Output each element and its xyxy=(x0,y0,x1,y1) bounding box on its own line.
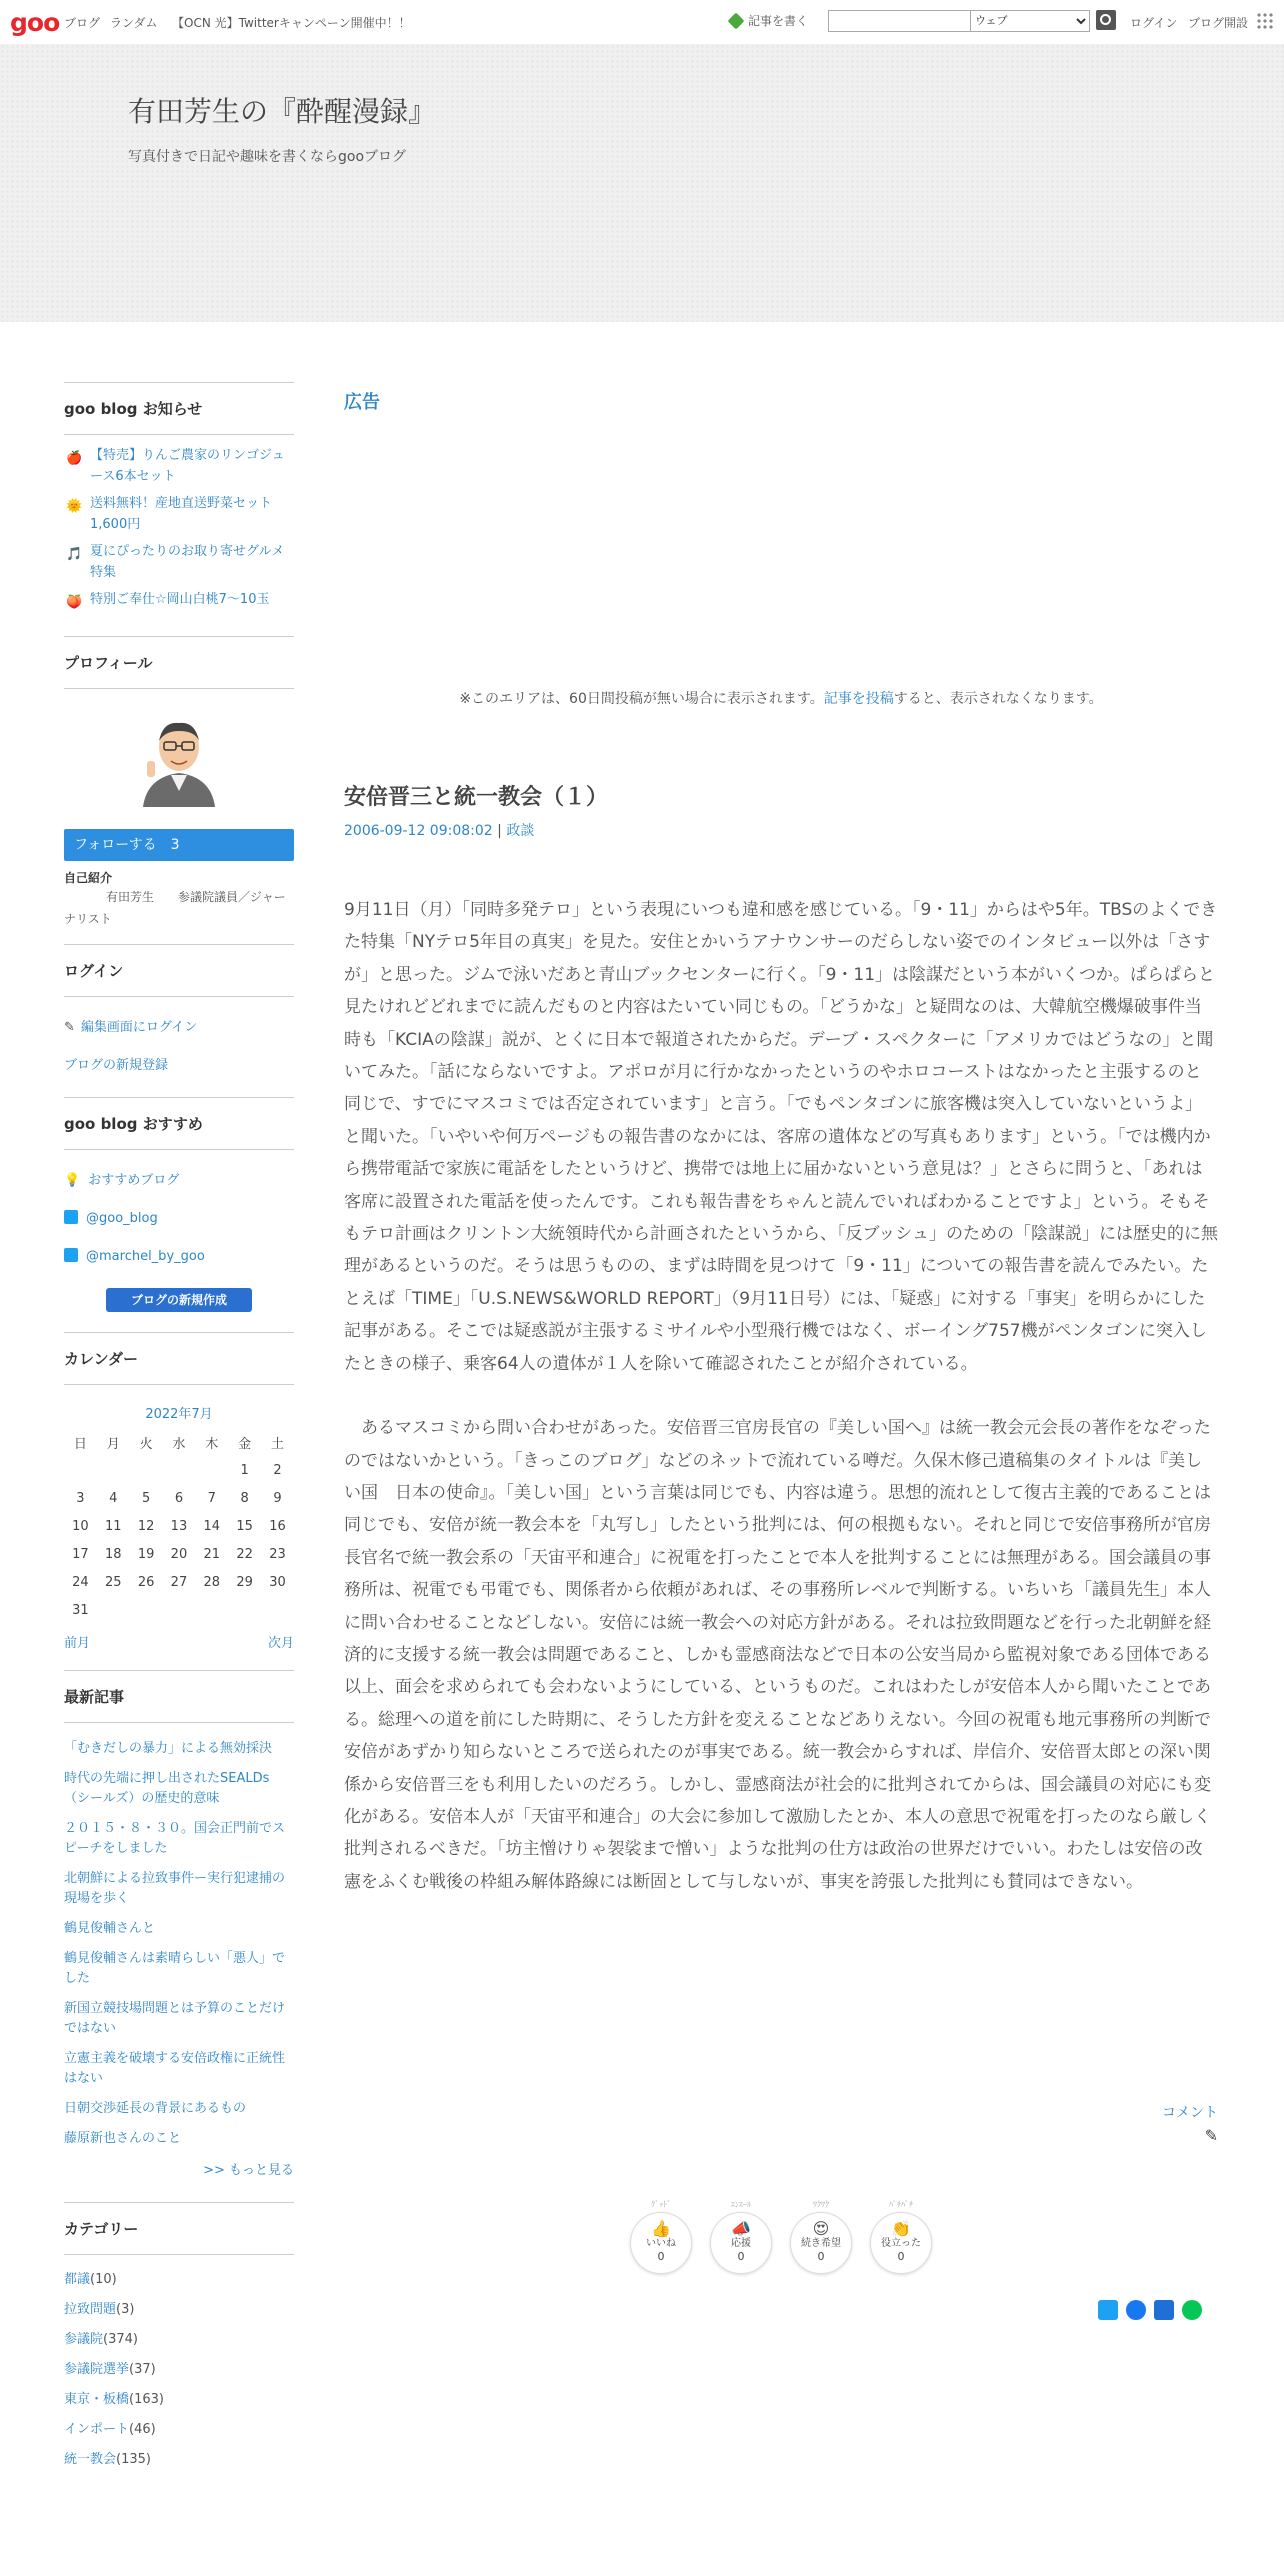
calendar-day: 24 xyxy=(72,1574,89,1590)
recent-heading: 最新記事 xyxy=(64,1670,294,1723)
calendar-day: 28 xyxy=(203,1574,221,1590)
calendar-weekdays xyxy=(64,1428,294,1456)
notice-text: 送料無料！産地直送野菜セット1,600円 xyxy=(90,496,273,532)
category-count: (46) xyxy=(129,2422,156,2437)
reaction-label: 役立った xyxy=(881,2238,921,2249)
category-count: (3) xyxy=(116,2302,135,2317)
weekday: 日 xyxy=(73,1436,87,1452)
calendar-day: 30 xyxy=(269,1574,286,1590)
reaction-count: 0 xyxy=(737,2250,745,2263)
reaction-count: 0 xyxy=(897,2250,905,2263)
notice-text: 特別ご奉仕☆岡山白桃7〜10玉 xyxy=(90,592,270,607)
calendar-week xyxy=(64,1568,294,1596)
notice-item[interactable] xyxy=(64,541,294,583)
reaction-like-button[interactable] xyxy=(630,2200,692,2274)
calendar-day: 3 xyxy=(76,1490,85,1506)
reaction-label: いいね xyxy=(646,2238,676,2249)
calendar-day: 20 xyxy=(170,1546,188,1562)
top-link-campaign[interactable]: 【OCN 光】Twitterキャンペーン開催中！！ xyxy=(172,16,411,30)
calendar-day: 1 xyxy=(240,1462,249,1478)
category-name[interactable]: 都議 xyxy=(64,2272,91,2287)
category-item[interactable] xyxy=(64,2325,294,2355)
open-blog-link[interactable]: ブログ開設 xyxy=(1188,16,1249,30)
calendar-week xyxy=(64,1484,294,1512)
post-body xyxy=(344,894,1218,1930)
reaction-kana: ｸﾞｯﾄﾞ xyxy=(651,2200,671,2209)
profile-heading: プロフィール xyxy=(64,636,294,689)
create-blog-button[interactable]: ブログの新規作成 xyxy=(106,1288,252,1312)
recent-article-link[interactable]: 新国立競技場問題とは予算のことだけではない xyxy=(64,2001,286,2036)
category-name[interactable]: 拉致問題 xyxy=(64,2302,117,2317)
notice-item[interactable] xyxy=(64,589,294,610)
calendar-day: 14 xyxy=(203,1518,221,1534)
category-heading: カテゴリー xyxy=(64,2202,294,2255)
recent-article-link[interactable]: 時代の先端に押し出されたSEALDs（シールズ）の歴史的意味 xyxy=(64,1771,270,1806)
recent-article-link[interactable]: ２０１５・８・３０。国会正門前でスピーチをしました xyxy=(64,1821,286,1856)
category-item[interactable] xyxy=(64,2385,294,2415)
weekday: 金 xyxy=(238,1436,252,1452)
apple-juice-icon: 🍎 xyxy=(66,451,83,466)
recommend-links xyxy=(64,1150,294,1332)
bulb-icon: 💡 xyxy=(64,1173,81,1188)
reaction-want-more-button[interactable] xyxy=(790,2200,852,2274)
category-count: (374) xyxy=(103,2332,138,2347)
calendar-day xyxy=(261,1596,294,1624)
login-heading: ログイン xyxy=(64,944,294,997)
reaction-count: 0 xyxy=(817,2250,825,2263)
recent-article-link[interactable]: 藤原新也さんのこと xyxy=(64,2131,182,2146)
blog-subtitle: 写真付きで日記や趣味を書くならgooブログ xyxy=(128,149,407,165)
notice-text: 【特売】りんご農家のリンゴジュース6本セット xyxy=(90,448,285,484)
recent-article-link[interactable]: 立憲主義を破壊する安倍政権に正統性はない xyxy=(64,2051,286,2086)
calendar-day: 29 xyxy=(236,1574,253,1590)
recent-list xyxy=(64,1723,294,2149)
calendar-nav xyxy=(64,1632,294,1658)
calendar-day: 2 xyxy=(273,1462,282,1478)
calendar-day: 8 xyxy=(240,1490,249,1506)
category-count: (10) xyxy=(90,2272,117,2287)
reaction-label: 応援 xyxy=(731,2238,751,2249)
calendar-week xyxy=(64,1456,294,1484)
weekday: 水 xyxy=(172,1436,186,1452)
twitter-share-icon[interactable] xyxy=(1098,2300,1118,2320)
calendar-week xyxy=(64,1512,294,1540)
reaction-count: 0 xyxy=(657,2250,665,2263)
calendar-day: 22 xyxy=(236,1546,253,1562)
calendar-day xyxy=(130,1596,163,1624)
calendar-day: 5 xyxy=(141,1490,151,1506)
ad-note-post: すると、表示されなくなります。 xyxy=(893,691,1103,707)
ad-heading: 広告 xyxy=(344,392,380,413)
category-name[interactable]: 参議院選挙 xyxy=(64,2362,130,2377)
category-name[interactable]: インポート xyxy=(64,2422,130,2437)
calendar-day xyxy=(163,1596,196,1624)
calendar-day xyxy=(64,1456,97,1484)
twitter-goo-blog-link[interactable] xyxy=(64,1200,294,1238)
blog-title[interactable]: 有田芳生の『酔醒漫録』 xyxy=(128,95,437,128)
category-item[interactable] xyxy=(64,2295,294,2325)
reaction-kana: ﾜｸﾜｸ xyxy=(813,2200,829,2209)
reaction-kana: ｴﾝｴｰﾙ xyxy=(731,2200,751,2209)
calendar-day: 21 xyxy=(203,1546,221,1562)
category-item[interactable] xyxy=(64,2445,294,2475)
twitter-icon xyxy=(64,1210,78,1224)
calendar-day: 7 xyxy=(207,1490,216,1506)
post-paragraph: あるマスコミから問い合わせがあった。安倍晋三官房長官の『美しい国へ』は統一教会元会長の著作をなぞったのではないかという。「きっこのブログ」などのネットで流れている噂だ。久保木修己遺稿集のタイトルは『美しい国 日本の使命』。「美しい国」という言葉は同じでも、内容は違う。思想的流れとして復古主義的であることは同じでも、安倍が統一教会本を「丸写し」したという批判には、何の根拠もない。それと同じで安倍事務所が官房長官名で統一教会系の「天宙平和連合」に祝電を打ったことで本人を批判することには無理がある。国会議員の事務所は、祝電でも弔電でも、関係者から依頼があれば、その事務所レベルで判断する。いちいち「議員先生」本人に問い合わせることなどしない。安倍には統一教会への対応方針がある。それは拉致問題などを行った北朝鮮を経済的に支援する統一教会は問題であること、しかも霊感商法などで日本の公安当局から監視対象である団体である以上、面会を求められても会わないようにしている、というものだ。これはわたしが安倍本人から聞いたことである。総理への道を前にした時期に、そうした方針を変えることなどありえない。今回の祝電も地元事務所の判断で安倍があずかり知らないところで送られたのが事実である。統一教会からすれば、岸信介、安倍晋太郎との深い関係から安倍晋三をも利用したいのだろう。しかし、霊感商法が社会的に批判されてからは、国会議員の対応にも変化がある。安倍本人が「天宙平和連合」の大会に参加して激励したとか、本人の意思で祝電を打ったのなら厳しく批判されるべきだ。「坊主憎けりゃ袈裟まで憎い」ような批判の仕方は政治の世界だけでいい。わたしは安倍の改憲をふくむ戦後の枠組み解体路線には断固として与しないが、事実を誇張した批判にも賛同はできない。 xyxy=(344,1418,1211,1892)
top-link-random[interactable]: ランダム xyxy=(110,16,158,30)
calendar-week xyxy=(64,1540,294,1568)
main-content xyxy=(344,382,1218,2263)
follow-button[interactable]: フォローする 3 xyxy=(64,829,294,861)
calendar-day: 16 xyxy=(269,1518,286,1534)
hatena-bookmark-icon[interactable] xyxy=(1154,2300,1174,2320)
calendar-day: 13 xyxy=(170,1518,188,1534)
clap-icon: 👏 xyxy=(891,2219,911,2238)
calendar-day: 19 xyxy=(137,1546,155,1562)
sun-icon: 🌞 xyxy=(66,499,83,514)
reaction-label: 続き希望 xyxy=(801,2238,841,2249)
calendar-month[interactable]: 2022年7月 xyxy=(145,1407,213,1422)
calendar-day xyxy=(97,1596,130,1624)
reaction-cheer-button[interactable] xyxy=(710,2200,772,2274)
blog-header xyxy=(0,44,1284,322)
post-date[interactable]: 2006-09-12 09:08:02 xyxy=(344,823,493,839)
recent-article-link[interactable]: 鶴見俊輔さんは素晴らしい「悪人」でした xyxy=(64,1951,286,1986)
login-links xyxy=(64,997,294,1097)
new-registration-link[interactable]: ブログの新規登録 xyxy=(64,1058,169,1073)
reaction-helpful-button[interactable] xyxy=(870,2200,932,2274)
twitter-marchel-link[interactable] xyxy=(64,1238,294,1276)
heart-eyes-icon: 😍 xyxy=(812,2219,830,2238)
category-name[interactable]: 参議院 xyxy=(64,2332,104,2347)
recommended-blog-link[interactable] xyxy=(64,1162,294,1200)
calendar-day: 23 xyxy=(269,1546,286,1562)
pen-icon xyxy=(728,13,745,30)
post-title[interactable]: 安倍晋三と統一教会（１） xyxy=(344,785,609,810)
calendar-day: 15 xyxy=(236,1518,253,1534)
more-articles-link[interactable]: >> もっと見る xyxy=(203,2163,294,2178)
category-name[interactable]: 統一教会 xyxy=(64,2452,117,2467)
reaction-kana: ﾊﾟﾁﾊﾟﾁ xyxy=(889,2200,913,2209)
calendar-day: 18 xyxy=(104,1546,122,1562)
notice-list xyxy=(64,435,294,622)
recent-article-link[interactable]: 「むきだしの暴力」による無効採決 xyxy=(64,1741,273,1756)
calendar-day: 11 xyxy=(104,1518,122,1534)
category-count: (163) xyxy=(129,2392,164,2407)
category-item[interactable] xyxy=(64,2355,294,2385)
weekday: 土 xyxy=(271,1436,285,1452)
reaction-buttons xyxy=(630,2200,950,2292)
twitter-icon xyxy=(64,1248,78,1262)
notice-item[interactable] xyxy=(64,445,294,487)
recent-article-link[interactable]: 日朝交渉延長の背景にあるもの xyxy=(64,2101,247,2116)
calendar-day: 25 xyxy=(104,1574,122,1590)
peach-icon: 🍑 xyxy=(66,595,83,610)
notice-heading: goo blog お知らせ xyxy=(64,382,294,435)
post-category-link[interactable]: 政談 xyxy=(506,823,535,839)
self-intro-text: 有田芳生 参議院議員／ジャーナリスト xyxy=(64,890,286,926)
ad-note-post-link[interactable]: 記事を投稿 xyxy=(823,691,894,707)
search-button[interactable] xyxy=(1096,10,1116,30)
category-item[interactable] xyxy=(64,2265,294,2295)
line-share-icon[interactable] xyxy=(1182,2300,1202,2320)
login-link[interactable]: ログイン xyxy=(1130,16,1178,30)
calendar-day: 10 xyxy=(72,1518,89,1534)
calendar-heading: カレンダー xyxy=(64,1332,294,1385)
calendar-prev-link[interactable]: 前月 xyxy=(64,1636,91,1651)
calendar-day xyxy=(228,1596,261,1624)
calendar-day: 9 xyxy=(273,1490,282,1506)
share-icons xyxy=(1098,2300,1218,2324)
calendar-day: 17 xyxy=(72,1546,89,1562)
weekday: 木 xyxy=(205,1436,219,1452)
notice-text: 夏にぴったりのお取り寄せグルメ特集 xyxy=(90,544,285,580)
comment-pen-icon[interactable]: ✎ xyxy=(1204,2126,1218,2145)
calendar-day xyxy=(195,1596,228,1624)
calendar-day xyxy=(163,1456,196,1484)
recommend-heading: goo blog おすすめ xyxy=(64,1097,294,1150)
twitter-goo-blog-label: @goo_blog xyxy=(86,1211,158,1226)
category-list xyxy=(64,2255,294,2475)
avatar-wrap xyxy=(64,689,294,829)
recent-article-link[interactable]: 鶴見俊輔さんと xyxy=(64,1921,156,1936)
calendar-day: 6 xyxy=(174,1490,184,1506)
category-name[interactable]: 東京・板橋 xyxy=(64,2392,130,2407)
editor-login-link[interactable]: ✎ 編集画面にログイン xyxy=(64,1009,294,1047)
search-scope-select[interactable] xyxy=(970,10,1090,32)
sidebar xyxy=(64,382,294,2475)
post-paragraph: 9月11日（月）「同時多発テロ」という表現にいつも違和感を感じている。「9・11」からはや5年。TBSのよくできた特集「NYテロ5年目の真実」を見た。安住とかいうアナウンサーのだらしない姿でのインタビュー以外は「さすが」と思った。ジムで泳いだあと青山ブックセンターに行く。「9・11」は陰謀だという本がいくつか。ぱらぱらと見たけれどどれまでに読んだものと内容はたいてい同じもの。「どうかな」と疑問なのは、大韓航空機爆破事件当時も「KCIAの陰謀」説が、とくに日本で報道されたからだ。デーブ・スペクターに「アメリカではどうなの」と聞いてみた。「話にならないですよ。アポロが月に行かなかったというのやホロコーストはなかったと主張するのと同じで、すでにマスコミでは否定されています」と言う。「でもペンタゴンに旅客機は突入していないというよ」と聞いた。「いやいや何万ページもの報告書のなかには、客席の遺体などの写真もあります」という。「では機内から携帯電話で家族に電話をしたというけど、携帯では地上に届かないという意見は？」とさらに問うと、「あれは客席に設置された電話を使ったんです。これも報告書をちゃんと読んでいればわかることですよ」という。そもそもテロ計画はクリントン大統領時代から計画されたというから、「反ブッシュ」のための「陰謀説」には歴史的に無理があるというのだ。そうは思うものの、まずは時間を見つけて「9・11」についての報告書を読んでみたい。たとえば「TIME」「U.S.NEWS&WORLD REPORT」（9月11日号）には、「疑惑」に対する「事実」を明らかにした記事がある。そこでは疑惑説が主張するミサイルや小型飛行機ではなく、ボーイング757機がペンタゴンに突入したときの様子、乗客64人の遺体が１人を除いて確認されたことが紹介されている。 xyxy=(344,900,1218,1374)
megaphone-icon: 📣 xyxy=(731,2219,751,2238)
apps-grid-icon[interactable] xyxy=(1256,12,1274,30)
comment-link[interactable]: コメント xyxy=(1162,2105,1218,2121)
calendar xyxy=(64,1428,294,1624)
self-intro-label: 自己紹介 xyxy=(64,871,113,885)
twitter-marchel-label: @marchel_by_goo xyxy=(86,1249,205,1264)
calendar-week xyxy=(64,1596,294,1624)
recommended-blog-label: おすすめブログ xyxy=(88,1173,180,1188)
calendar-day: 12 xyxy=(137,1518,155,1534)
weekday: 火 xyxy=(139,1436,153,1452)
write-article-label: 記事を書く xyxy=(748,14,809,28)
category-item[interactable] xyxy=(64,2415,294,2445)
calendar-day: 31 xyxy=(72,1602,89,1618)
weekday: 月 xyxy=(106,1436,120,1452)
calendar-day xyxy=(195,1456,228,1484)
top-bar xyxy=(0,0,1284,45)
thumbs-up-icon: 👍 xyxy=(651,2219,671,2238)
calendar-day: 27 xyxy=(170,1574,188,1590)
post-meta-separator: | xyxy=(492,823,507,839)
calendar-day xyxy=(130,1456,163,1484)
calendar-day xyxy=(97,1456,130,1484)
avatar[interactable] xyxy=(133,711,225,807)
top-link-blog[interactable]: ブログ xyxy=(64,16,101,30)
music-note-icon: 🎵 xyxy=(66,547,83,562)
ad-note-pre: ※このエリアは、60日間投稿が無い場合に表示されます。 xyxy=(459,691,824,707)
goo-logo[interactable]: goo xyxy=(10,8,60,37)
notice-item[interactable] xyxy=(64,493,294,535)
calendar-day: 4 xyxy=(109,1490,118,1506)
category-count: (135) xyxy=(116,2452,151,2467)
search-input[interactable] xyxy=(828,10,972,32)
write-article-link[interactable] xyxy=(730,12,808,29)
ad-note xyxy=(344,688,1218,708)
calendar-day: 26 xyxy=(137,1574,155,1590)
recent-article-link[interactable]: 北朝鮮による拉致事件ー実行犯逮捕の現場を歩く xyxy=(64,1871,286,1906)
category-count: (37) xyxy=(129,2362,156,2377)
calendar-next-link[interactable]: 次月 xyxy=(267,1636,294,1651)
post-meta xyxy=(344,820,534,840)
facebook-share-icon[interactable] xyxy=(1126,2300,1146,2320)
